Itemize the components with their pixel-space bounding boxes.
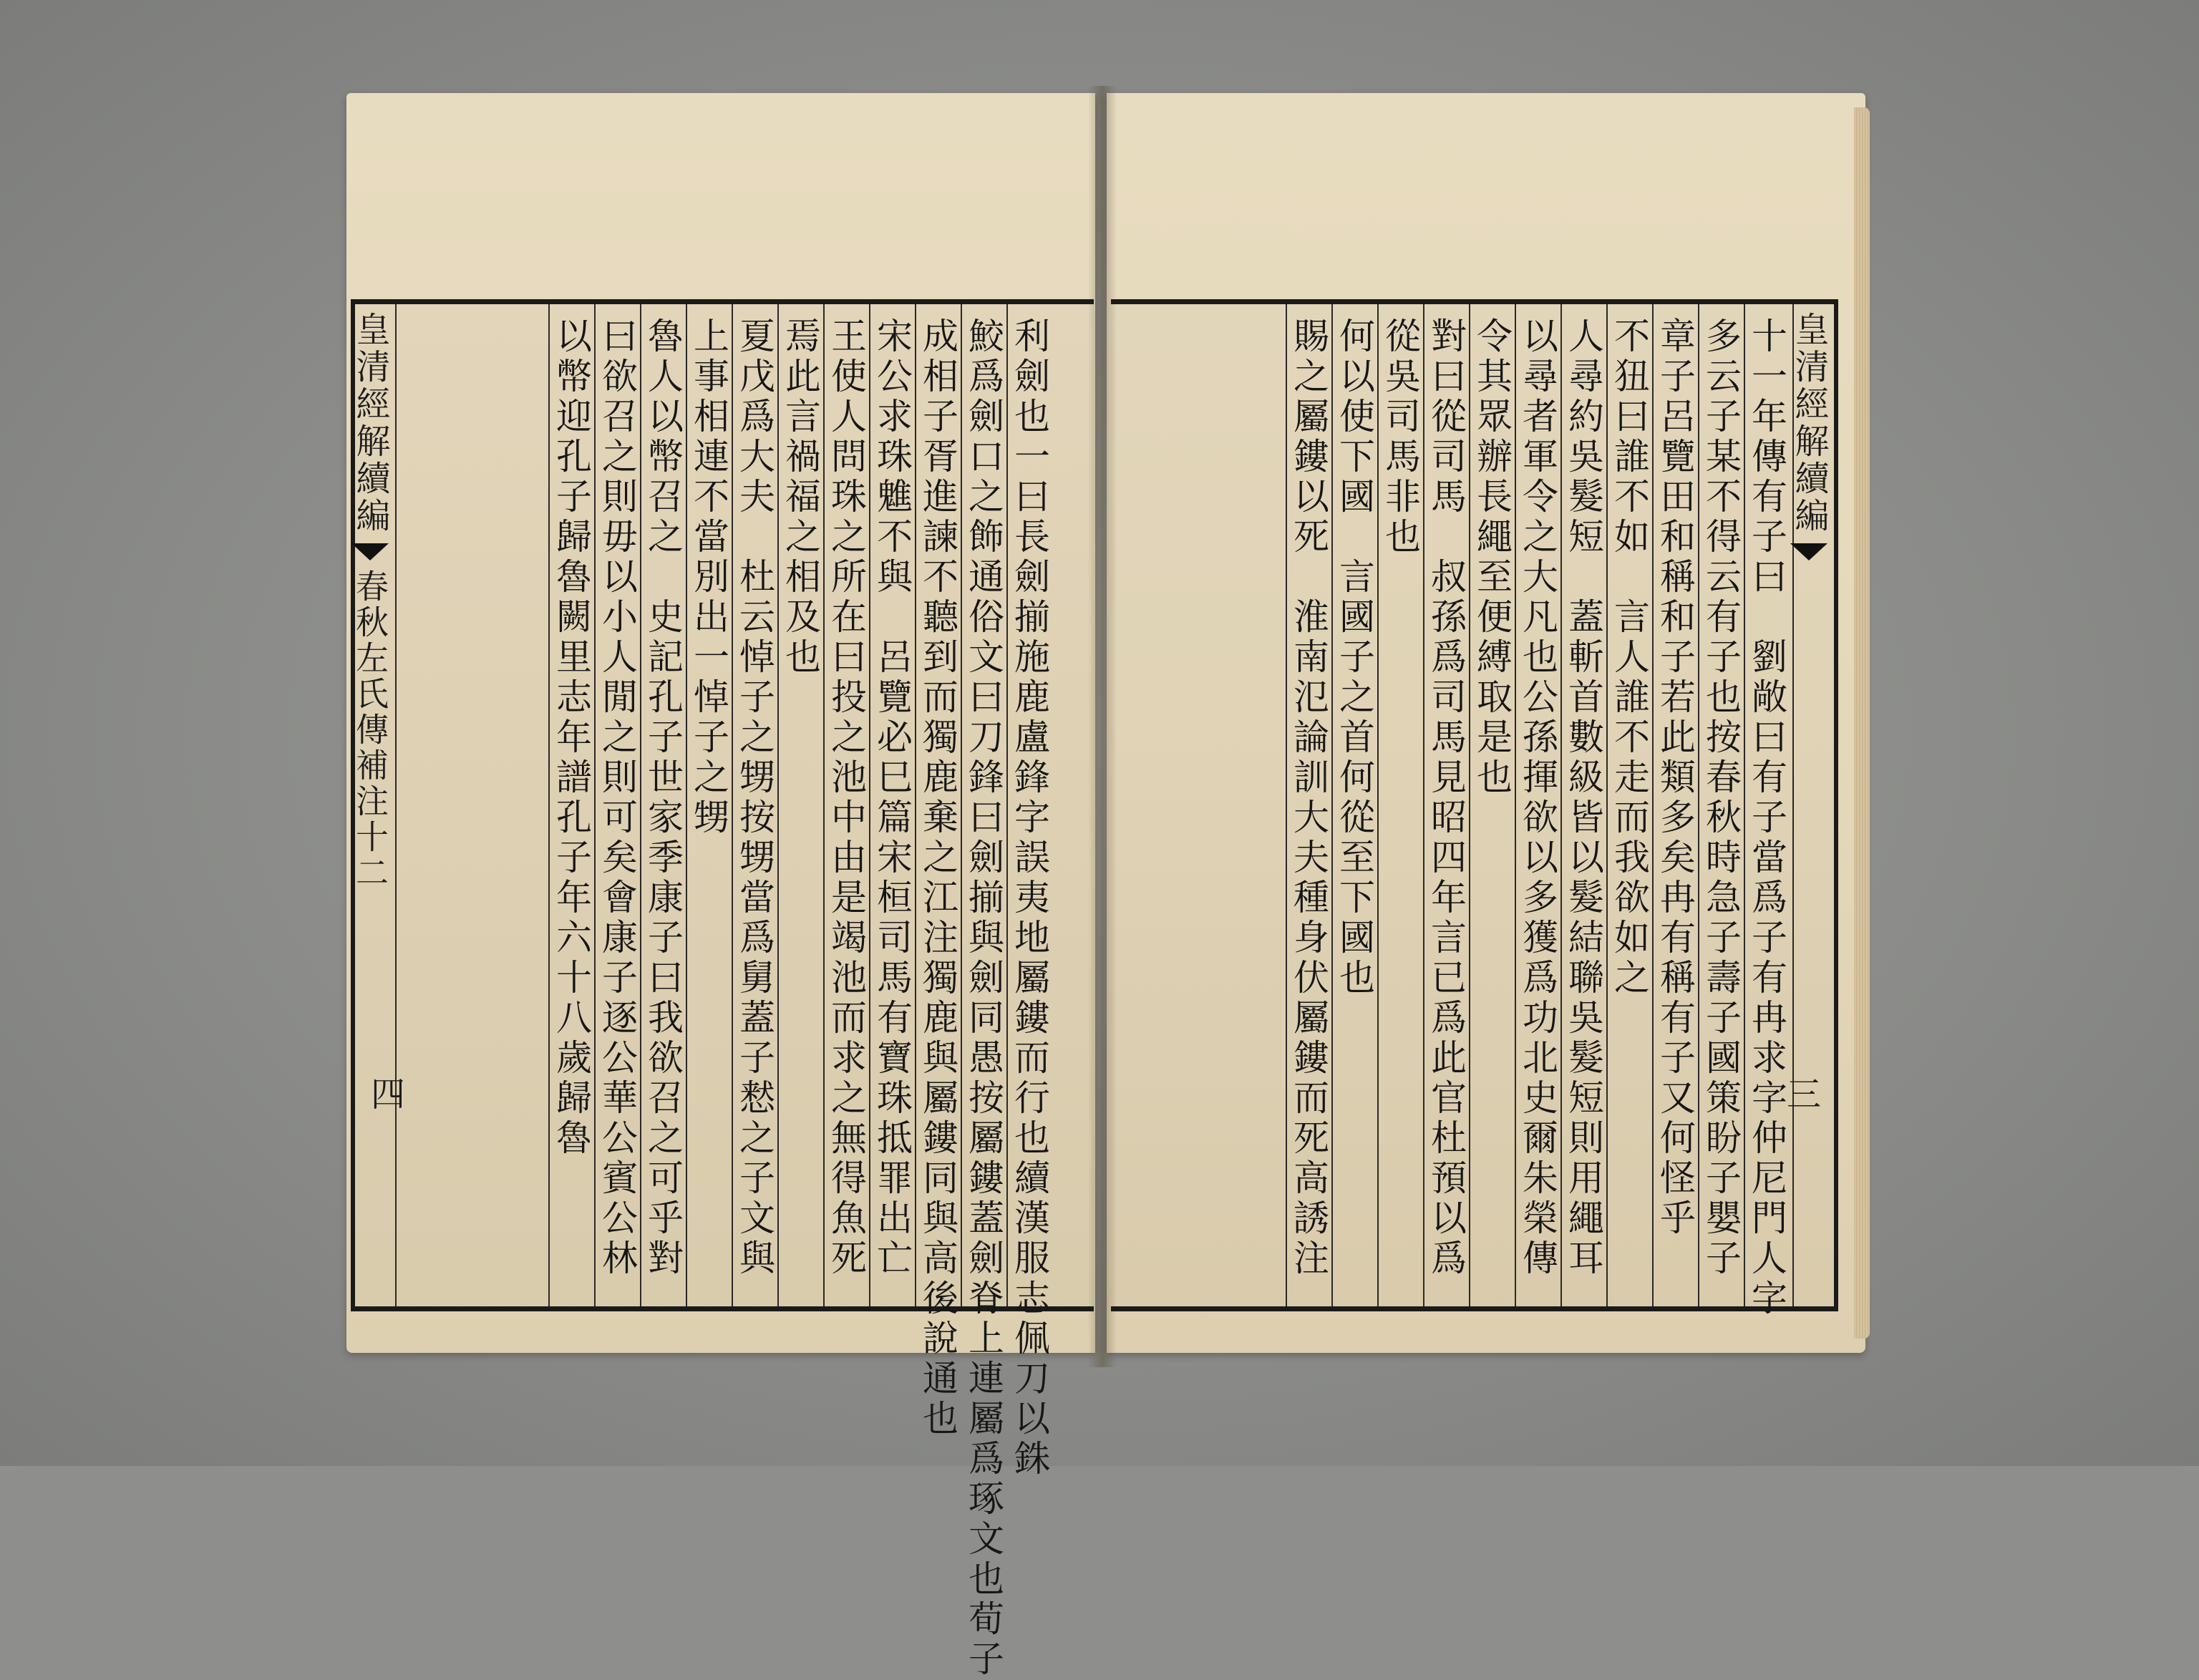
left-text-frame: [350, 299, 1094, 1680]
banxin-subtitle: 春秋左氏傳補注十二: [351, 569, 389, 891]
text-column: 焉此言禍福之相及也: [777, 304, 823, 1306]
text-column: 以尋者軍令之大凡也公孫揮欲以多獲爲功北史爾朱榮傳: [1515, 304, 1560, 1306]
text-column: 從吳司馬非也: [1377, 304, 1423, 1306]
text-column: 人尋約吳髮短 蓋斬首數級皆以髮結聯吳髮短則用繩耳: [1560, 304, 1606, 1306]
page-edge-stack: [1854, 107, 1870, 1339]
text-column: 宋公求珠魋不與 呂覽必巳篇宋桓司馬有寶珠抵罪出亡: [869, 304, 915, 1306]
text-column: 何以使下國 言國子之首何從至下國也: [1331, 304, 1377, 1306]
right-text-frame: [1111, 299, 1838, 1319]
text-column: 王使人問珠之所在曰投之池中由是竭池而求之無得魚死: [823, 304, 869, 1306]
text-column: 章子呂覽田和稱和子若此類多矣冉有稱有子又何怪乎: [1652, 304, 1698, 1306]
text-column: 多云子某不得云有子也按春秋時急子壽子國策盼子嬰子: [1698, 304, 1744, 1306]
text-column: 不狃曰誰不如 言人誰不走而我欲如之: [1606, 304, 1652, 1306]
text-column: 魯人以幣召之 史記孔子世家季康子曰我欲召之可乎對: [640, 304, 686, 1306]
right-banxin: [1789, 304, 1834, 1306]
banxin-title: 皇清經解續編: [350, 311, 390, 535]
text-column: 鮫爲劍口之飾通俗文曰刀鋒曰劍揃與劍同愚按屬鏤蓋劍脊上連屬爲琢文也荀子: [961, 304, 1006, 1306]
left-banxin: [350, 304, 397, 1306]
text-column: 以幣迎孔子歸魯闕里志年譜孔子年六十八歲歸魯: [548, 304, 594, 1306]
text-column: 對曰從司馬 叔孫爲司馬見昭四年言已爲此官杜預以爲: [1423, 304, 1469, 1306]
leaf-number: 三: [1787, 1074, 1822, 1115]
text-column: 成相子胥進諫不聽到而獨鹿棄之江注獨鹿與屬鏤同與高後說通也: [915, 304, 961, 1306]
text-column: 賜之屬鏤以死 淮南氾論訓大夫種身伏屬鏤而死高誘注: [1286, 304, 1331, 1306]
fish-tail-mark-icon: [351, 543, 389, 560]
fish-tail-mark-icon: [1790, 543, 1827, 560]
banxin-title: 皇清經解續編: [1789, 311, 1829, 535]
text-column: 曰欲召之則毋以小人閒之則可矣會康子逐公華公賓公林: [594, 304, 640, 1306]
text-column: 令其眾辦長繩至便縛取是也: [1469, 304, 1515, 1306]
leaf-number: 四: [371, 1074, 406, 1115]
text-column: 十一年傳有子曰 劉敞曰有子當爲子有冉求字仲尼門人字: [1744, 304, 1790, 1306]
text-column: 上事相連不當別出一悼子之甥: [686, 304, 732, 1306]
text-column: 利劍也一曰長劍揃施鹿盧鋒字誤夷地屬鏤而行也續漢服志佩刀以銖: [1006, 304, 1052, 1306]
text-column: 夏戊爲大夫 杜云悼子之甥按甥當爲舅蓋子慭之子文與: [732, 304, 777, 1306]
